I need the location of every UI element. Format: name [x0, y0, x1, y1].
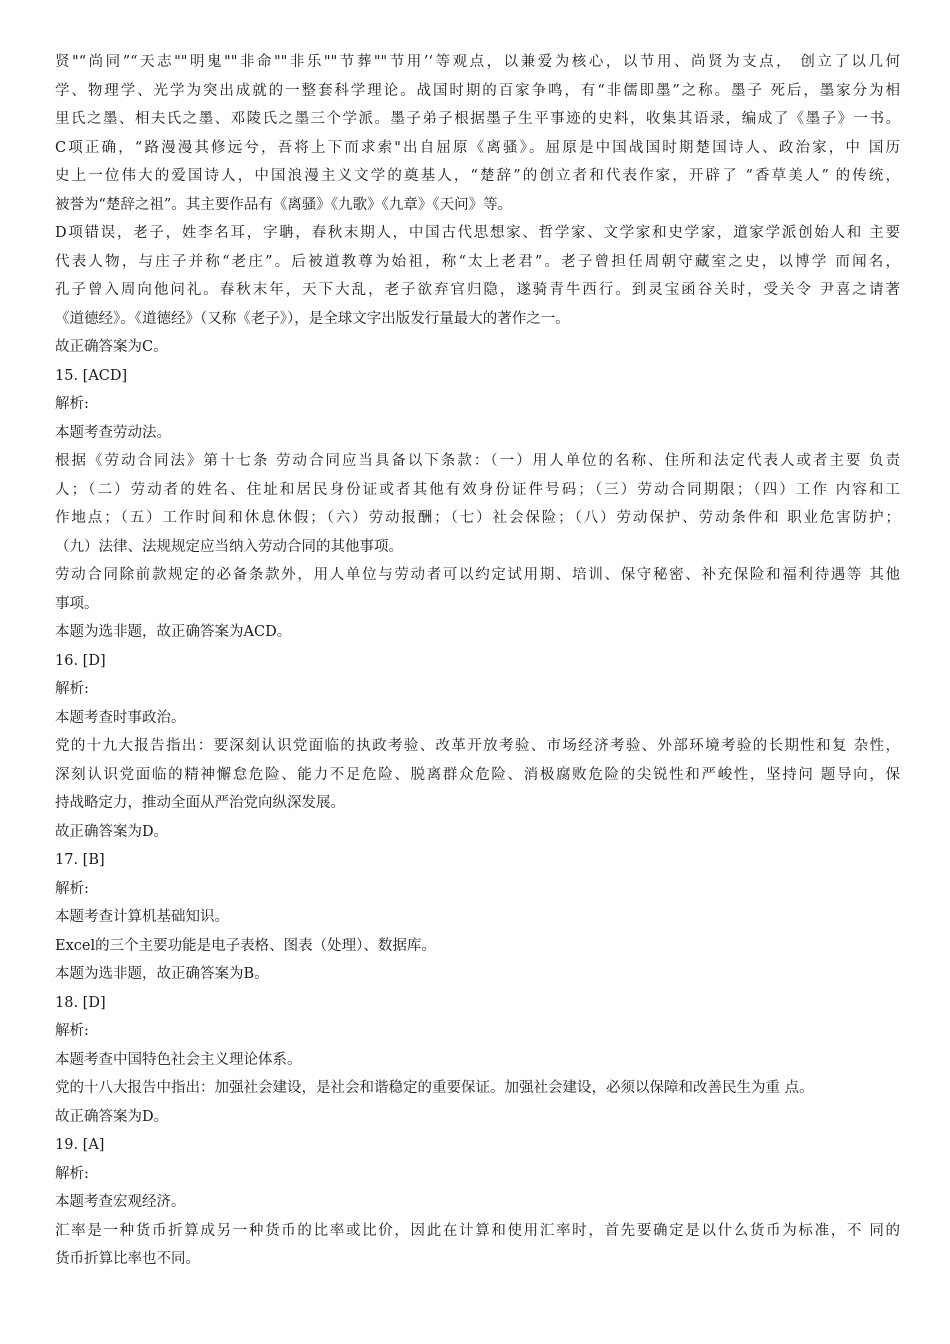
- text-line: 学、物理学、光学为突出成就的一整套科学理论。战国时期的百家争鸣，有“非儒即墨”之称。墨子 死后，墨家分为相: [55, 82, 900, 99]
- text-line: 被誉为“楚辞之祖”。其主要作品有《离骚》《九歌》《九章》《天问》等。: [55, 196, 513, 213]
- text-line: 代表人物，与庄子并称“老庄”。后被道教尊为始祖，称“太上老君”。老子曾担任周朝守藏室之史，以博学 而闻名，: [55, 253, 900, 270]
- text-line: 故正确答案为C。: [55, 339, 168, 355]
- text-line: 本题考查时事政治。: [55, 709, 186, 726]
- text-line: 本题考查宏观经济。: [55, 1194, 186, 1210]
- text-line: 解析:: [55, 681, 89, 697]
- text-line: 持战略定力，推动全面从严治党向纵深发展。: [55, 795, 345, 811]
- text-line: 本题考查劳动法。: [55, 424, 171, 441]
- text-line: C项正确，“路漫漫其修远兮，吾将上下而求索"出自屈原《离骚》。屈原是中国战国时期楚国诗人、政治家，中 国历: [55, 139, 900, 156]
- text-line: 15. [ACD]: [55, 367, 128, 384]
- text-line: 解析:: [55, 1023, 89, 1039]
- text-line: 里氏之墨、相夫氏之墨、邓陵氏之墨三个学派。墨子弟子根据墨子生平事迹的史料，收集其语录，编成了《墨子》一书。: [55, 111, 900, 127]
- text-line: 货币折算比率也不同。: [55, 1251, 200, 1267]
- text-line: 汇率是一种货币折算成另一种货币的比率或比价，因此在计算和使用汇率时，首先要确定是以什么货币为标准，不 同的: [55, 1222, 900, 1239]
- text-line: 解析:: [55, 880, 89, 897]
- text-line: 解析:: [55, 1165, 89, 1182]
- text-line: 史上一位伟大的爱国诗人，中国浪漫主义文学的奠基人，“楚辞”的创立者和代表作家，开辟了 “香草美人” 的传统，: [55, 168, 900, 184]
- text-line: 16. [D]: [55, 652, 106, 669]
- text-line: 本题为选非题，故正确答案为B。: [55, 966, 269, 982]
- text-line: 人；（二）劳动者的姓名、住址和居民身份证或者其他有效身份证件号码；（三）劳动合同期限；（四）工作 内容和工: [55, 481, 900, 498]
- text-line: 18. [D]: [55, 994, 106, 1011]
- text-line: Excel的三个主要功能是电子表格、图表（处理）、数据库。: [55, 937, 436, 954]
- text-line: 贤"“尚同”“天志""明鬼""非命""非乐""节葬""节用’‘等观点，以兼爱为核心，以节用、尚贤为支点， 创立了以几何: [55, 54, 900, 70]
- text-line: 故正确答案为D。: [55, 823, 169, 840]
- text-line: 深刻认识党面临的精神懈怠危险、能力不足危险、脱离群众危险、消极腐败危险的尖锐性和严峻性，坚持问 题导向，保: [55, 766, 900, 783]
- text-line: 作地点；（五）工作时间和休息休假；（六）劳动报酬；（七）社会保险；（八）劳动保护、劳动条件和 职业危害防护；: [55, 510, 900, 526]
- text-line: （九）法律、法规规定应当纳入劳动合同的其他事项。: [55, 538, 403, 555]
- text-line: 19. [A]: [55, 1137, 105, 1153]
- text-line: 17. [B]: [55, 852, 105, 868]
- text-line: 根据《劳动合同法》第十七条 劳动合同应当具备以下条款：（一）用人单位的名称、住所和法定代表人或者主要 负责: [55, 453, 900, 469]
- text-line: 事项。: [55, 595, 99, 612]
- text-line: 《道德经》。《道德经》（又称《老子》），是全球文字出版发行量最大的著作之一。: [55, 310, 570, 327]
- text-line: 本题考查计算机基础知识。: [55, 909, 229, 925]
- text-line: 本题为选非题，故正确答案为ACD。: [55, 624, 292, 640]
- text-line: D项错误，老子，姓李名耳，字聃，春秋末期人，中国古代思想家、哲学家、文学家和史学家，道家学派创始人和 主要: [55, 225, 900, 241]
- text-line: 党的十九大报告指出：要深刻认识党面临的执政考验、改革开放考验、市场经济考验、外部环境考验的长期性和复 杂性，: [55, 738, 900, 754]
- text-line: 故正确答案为D。: [55, 1108, 169, 1125]
- text-line: 党的十八大报告中指出：加强社会建设，是社会和谐稳定的重要保证。加强社会建设，必须以保障和改善民生为重 点。: [55, 1080, 814, 1096]
- text-line: 本题考查中国特色社会主义理论体系。: [55, 1051, 302, 1068]
- document-body: [55, 48, 900, 1274]
- text-line: 孔子曾入周向他问礼。春秋末年，天下大乱，老子欲弃官归隐，遂骑青牛西行。到灵宝函谷关时，受关令 尹喜之请著: [55, 282, 900, 298]
- text-line: 解析:: [55, 396, 89, 412]
- text-line: 劳动合同除前款规定的必备条款外，用人单位与劳动者可以约定试用期、培训、保守秘密、补充保险和福利待遇等 其他: [55, 567, 900, 583]
